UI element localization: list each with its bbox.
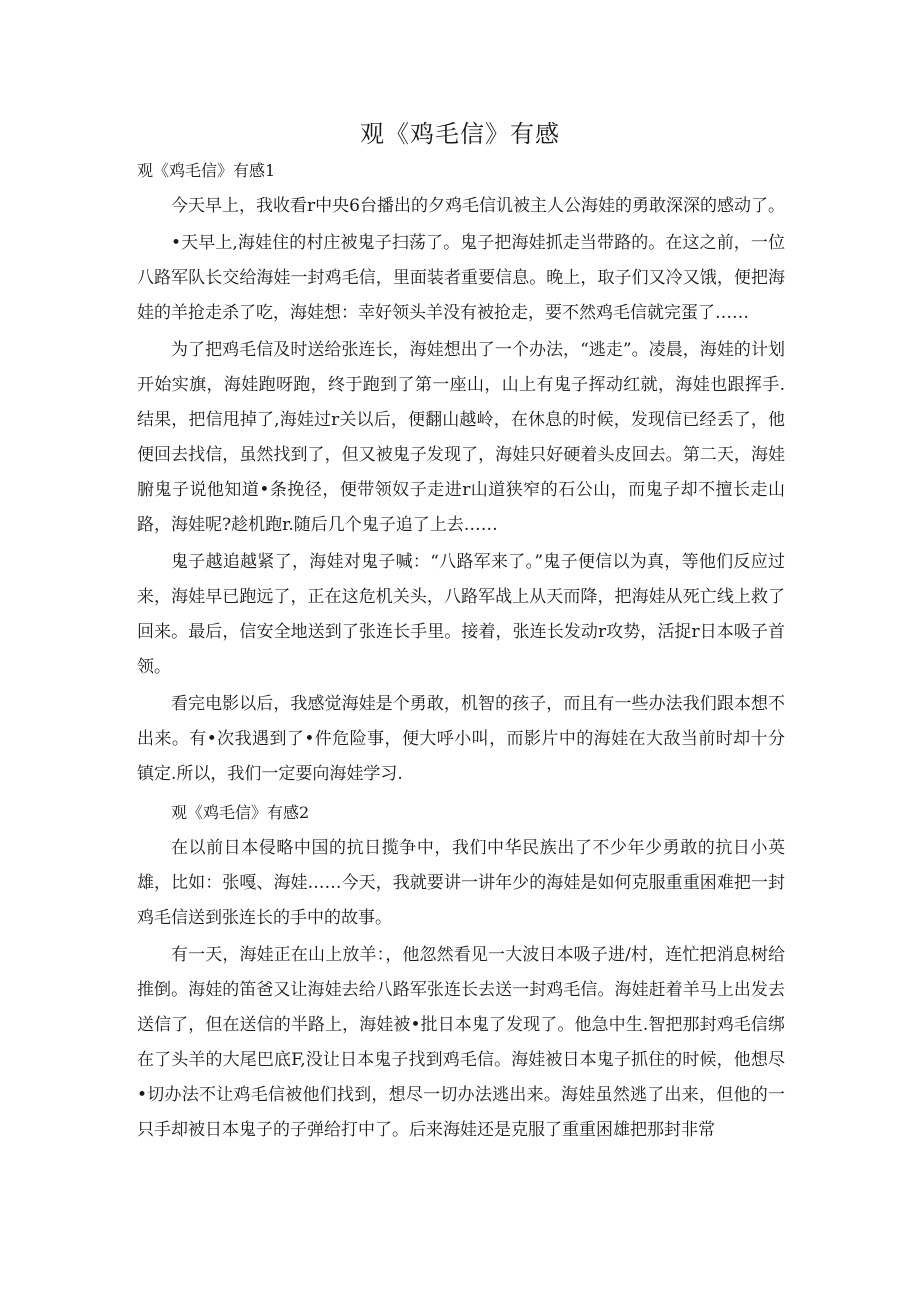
section-heading: 观《鸡毛信》有感2 — [171, 803, 310, 822]
page-title: 观《鸡毛信》有感 — [360, 120, 560, 148]
paragraph: •天早上,海娃住的村庄被鬼子扫荡了。鬼子把海娃抓走当带路的。在这之前，一位八路军队长交给海娃一封鸡毛信，里面装者重要信息。晚上，取子们又冷又饿，便把海娃的羊抢走杀了吃，海娃想：幸好领头羊没有被抢走，要不然鸡毛信就完蛋了…… — [137, 233, 785, 323]
paragraph: 有一天，海娃正在山上放羊：，他忽然看见一大波日本吸子进/村，连忙把消息树给推倒。海娃的笛爸又让海娃去给八路军张连长去送一封鸡毛信。海娃赶着羊马上出发去送信了，但在送信的半路上，海娃被•批日本鬼了发现了。他急中生.智把那封鸡毛信绑在了头羊的大尾巴底F,没让日本鬼子找到鸡毛信。海娃被日本鬼子抓住的时候，他想尽•切办法不让鸡毛信被他们找到，想尽一切办法逃出来。海娃虽然逃了出来，但他的一只手却被日本鬼子的子弹给打中了。后来海娃还是克服了重重困雄把那封非常 — [137, 945, 785, 1140]
section-heading: 观《鸡毛信》有感1 — [137, 161, 276, 180]
section-2 — [137, 794, 785, 1148]
paragraph: 在以前日本侵略中国的抗日揽争中，我们中华民族出了不少年少勇敢的抗日小英雄，比如：张嘎、海娃……今天，我就要讲一讲年少的海娃是如何克服重重困难把一封鸡毛信送到张连长的手中的故事。 — [137, 838, 785, 928]
section-1 — [137, 152, 785, 792]
paragraph: 为了把鸡毛信及时送给张连长，海娃想出了一个办法，“逃走”。凌晨，海娃的计划开始实旗，海娃跑呀跑，终于跑到了第一座山，山上有鬼子挥动红就，海娃也跟挥手.结果，把信甩掉了,海娃过r关以后，便翻山越岭，在休息的时候，发现信已经丢了，他便回去找信，虽然找到了，但又被鬼子发现了，海娃只好硬着头皮回去。第二天，海娃腑鬼子说他知道•条挽径，便带领奴子走进r山道狭窄的石公山，而鬼子却不擅长走山路，海娃呢?趁机跑r.随后几个鬼子追了上去…… — [137, 340, 785, 535]
paragraph: 鬼子越追越紧了，海娃对鬼子喊：“八路军来了。”鬼子便信以为真，等他们反应过来，海娃早已跑远了，正在这危机关头，八路军战上从天而降，把海娃从死亡线上救了回来。最后，信安全地送到了张连长手里。接着，张连长发动r攻势，活捉r日本吸子首领。 — [137, 552, 785, 677]
paragraph: 看完电影以后，我感觉海娃是个勇敢，机智的孩子，而且有一些办法我们跟本想不出来。有•次我遇到了•件危险事，便大呼小叫，而影片中的海娃在大敌当前时却十分镇定.所以，我们一定要向海娃学习. — [137, 694, 785, 784]
document-body — [137, 152, 785, 1150]
paragraph: 今天早上，我收看r中央6台播出的夕鸡毛信讥被主人公海娃的勇敢深深的感动了。 — [171, 196, 785, 216]
